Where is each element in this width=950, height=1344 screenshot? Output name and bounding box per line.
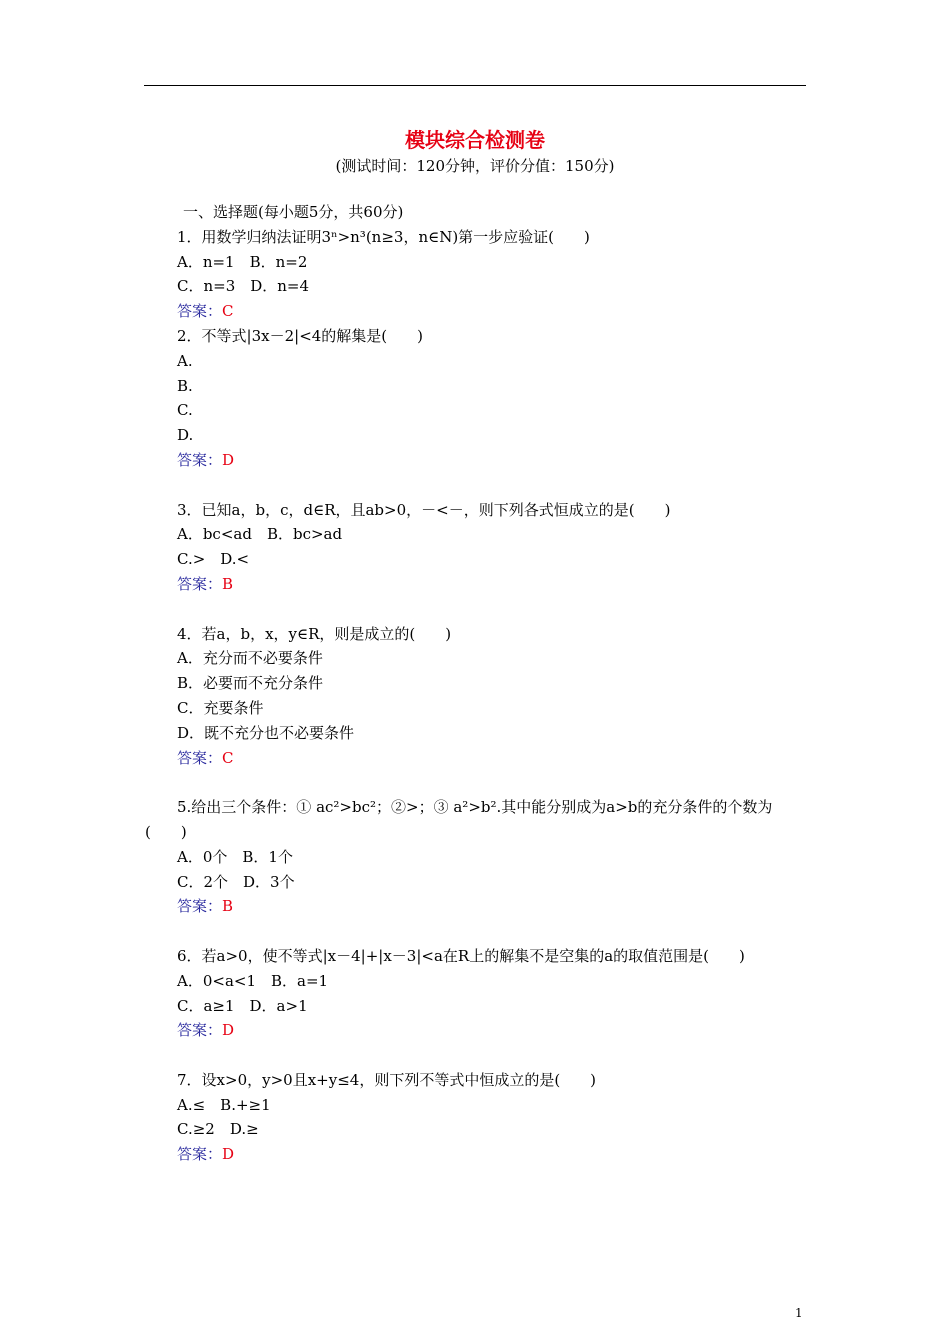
answer-label: 答案： — [177, 450, 223, 469]
answer-value: C — [222, 748, 234, 767]
question-7-answer — [145, 1142, 807, 1167]
question-4-option-d: D．既不充分也不必要条件 — [177, 723, 355, 742]
question-4-option-b: B．必要而不充分条件 — [177, 674, 324, 693]
question-2-option-b: B. — [177, 376, 193, 395]
answer-label: 答案： — [177, 1145, 223, 1164]
question-2-option-a: A. — [177, 351, 193, 370]
question-7-options-cd: C.≥2 D.≥ — [177, 1120, 259, 1139]
answer-value: B — [222, 574, 234, 593]
header-rule — [144, 85, 806, 86]
answer-label: 答案： — [177, 574, 223, 593]
question-1-answer — [145, 299, 807, 324]
question-3-stem: 3．已知a，b，c，d∈R，且ab>0，－<－，则下列各式恒成立的是( ) — [177, 500, 671, 519]
question-6-options-cd: C．a≥1 D．a>1 — [177, 996, 308, 1015]
answer-label: 答案： — [177, 302, 223, 321]
answer-value: D — [222, 1021, 235, 1040]
question-3-options-cd: C.> D.< — [177, 550, 250, 569]
question-4-option-c: C．充要条件 — [177, 698, 264, 717]
question-7-options-ab: A.≤ B.+≥1 — [177, 1095, 271, 1114]
question-5-options-cd: C．2个 D．3个 — [177, 872, 295, 891]
question-5-answer — [145, 894, 807, 919]
question-1-options-cd: C．n=3 D．n=4 — [177, 277, 310, 296]
question-2-stem: 2．不等式|3x－2|<4的解集是( ) — [177, 326, 424, 345]
page-number: 1 — [795, 1306, 803, 1320]
page-subtitle: (测试时间：120分钟，评价分值：150分) — [335, 157, 615, 175]
question-3-options-ab: A．bc<ad B．bc>ad — [177, 525, 343, 544]
page-title: 模块综合检测卷 — [405, 128, 545, 152]
answer-label: 答案： — [177, 1021, 223, 1040]
question-4-answer — [145, 746, 807, 771]
answer-label: 答案： — [177, 897, 223, 916]
question-5-options-ab: A．0个 B．1个 — [177, 847, 293, 866]
section-heading: 一、选择题(每小题5分，共60分) — [183, 203, 404, 221]
question-2-option-d: D. — [177, 426, 194, 445]
question-6-options-ab: A．0<a<1 B．a=1 — [177, 971, 329, 990]
question-4-stem: 4．若a，b，x，y∈R，则是成立的( ) — [177, 624, 452, 643]
question-1-stem: 1．用数学归纳法证明3ⁿ>n³(n≥3，n∈N)第一步应验证( ) — [177, 227, 590, 246]
question-7-stem: 7．设x>0，y>0且x+y≤4，则下列不等式中恒成立的是( ) — [177, 1070, 597, 1089]
answer-value: B — [222, 897, 234, 916]
question-1-options-ab: A．n=1 B．n=2 — [177, 252, 308, 271]
question-2-answer — [145, 448, 807, 473]
question-5-stem: 5.给出三个条件：① ac²>bc²；②>；③ a²>b².其中能分别成为a>b的充分条件的个数为( ) — [145, 798, 773, 841]
answer-value: D — [222, 1145, 235, 1164]
question-2-option-c: C. — [177, 401, 193, 420]
question-6-answer — [145, 1018, 807, 1043]
question-3-answer — [145, 572, 807, 597]
answer-value: D — [222, 450, 235, 469]
question-4-option-a: A．充分而不必要条件 — [177, 649, 323, 668]
answer-label: 答案： — [177, 748, 223, 767]
question-6-stem: 6．若a>0，使不等式|x－4|+|x－3|<a在R上的解集不是空集的a的取值范围是( ) — [177, 946, 745, 965]
answer-value: C — [222, 302, 234, 321]
question-list — [145, 200, 807, 1167]
